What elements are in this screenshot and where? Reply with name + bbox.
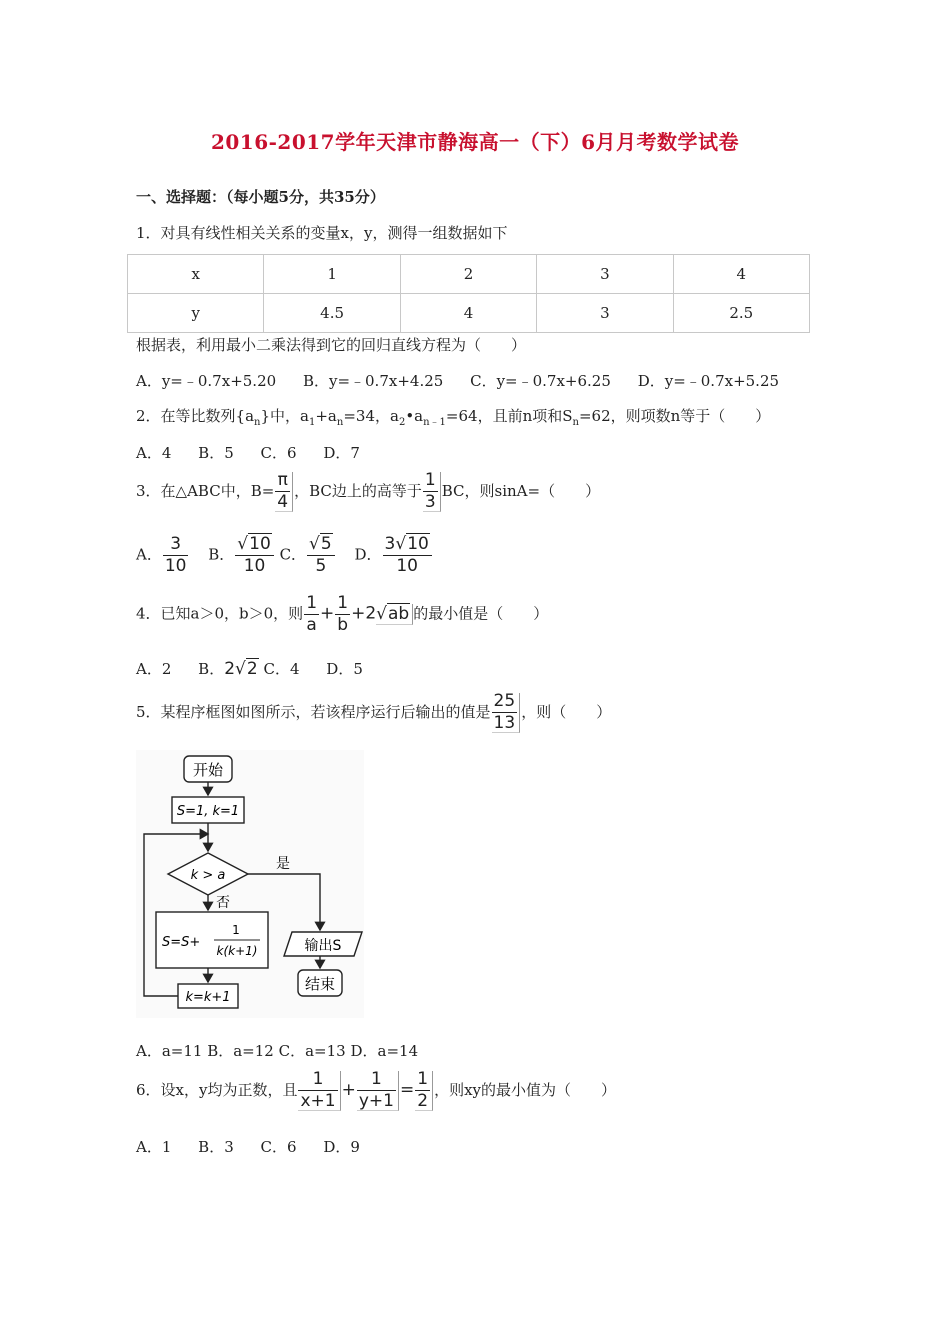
question-3-options: A． $\frac{3}{10}$ B． $\frac{√10}{10}$ C． $\frac{√5}{5}$ D． $\frac{3√10}{10}$ xyxy=(136,536,433,575)
option-a: A．4 xyxy=(136,444,172,462)
flow-yes-label: 是 xyxy=(276,856,290,872)
fraction-1-over-b: $\frac{1}{b}$ xyxy=(337,593,349,635)
sqrt-ab: √ab xyxy=(376,604,413,625)
flow-init-label: S=1, k=1 xyxy=(176,804,240,819)
fraction-one-half: $\frac{1}{2}$ xyxy=(415,1071,433,1111)
flow-increment-label: k=k+1 xyxy=(185,990,231,1005)
fraction-pi-over-4: $\frac{\pi}{4}$ xyxy=(275,472,293,512)
fraction-25-over-13: $\frac{25}{13}$ xyxy=(492,693,521,733)
table-cell: 1 xyxy=(264,255,400,294)
table-cell: 4.5 xyxy=(264,294,400,333)
option-d: D．y=﹣0.7x+5.25 xyxy=(637,372,780,390)
option-a: A．2 xyxy=(136,660,172,678)
question-4-stem: 4．已知a＞0，b＞0，则 $\frac{1}{a}$ + $\frac{1}{b}$ +2√ab 的最小值是（ ） xyxy=(136,593,549,635)
option-c: C．y=﹣0.7x+6.25 xyxy=(470,372,611,390)
flow-output-label: 输出S xyxy=(304,938,342,954)
flow-update-label: S=S+ xyxy=(162,935,201,950)
table-cell: 4 xyxy=(400,294,536,333)
fraction-1-over-a: $\frac{1}{a}$ xyxy=(306,593,318,635)
option-c: C．4 xyxy=(263,660,300,678)
option-b: B．3 xyxy=(198,1138,234,1156)
option-c: C．6 xyxy=(260,444,297,462)
fraction-one-third: $\frac{1}{3}$ xyxy=(423,472,441,512)
question-4-options xyxy=(136,658,363,679)
option-c: C．a=13 xyxy=(278,1042,346,1060)
table-cell: 2 xyxy=(400,255,536,294)
table-cell: 2.5 xyxy=(673,294,809,333)
question-1-options xyxy=(136,370,779,391)
flow-no-label: 否 xyxy=(216,895,230,911)
fraction-1-over-x-plus-1: $\frac{1}{x+1}$ xyxy=(298,1071,340,1111)
option-d: D．a=14 xyxy=(350,1042,419,1060)
flow-start-label: 开始 xyxy=(192,761,224,779)
option-c-fraction: $\frac{√5}{5}$ xyxy=(307,536,335,575)
option-b: B．2√2 xyxy=(198,659,258,679)
fraction-1-over-y-plus-1: $\frac{1}{y+1}$ xyxy=(357,1071,399,1111)
option-a: A．1 xyxy=(136,1138,172,1156)
flowchart xyxy=(136,750,364,1018)
option-a: A．a=11 xyxy=(136,1042,203,1060)
question-6-stem: 6．设x，y均为正数，且 $\frac{1}{x+1}$ + $\frac{1}{y+1}$ = $\frac{1}{2}$ ，则xy的最小值为（ ） xyxy=(136,1069,616,1111)
option-d: D．9 xyxy=(323,1138,360,1156)
table-cell: 3 xyxy=(537,294,673,333)
question-1-stem: 1．对具有线性相关关系的变量x，y，测得一组数据如下 xyxy=(136,224,508,242)
question-2-stem: 2．在等比数列$\{a_n\}$中，$a_1+a_n=34$，$a_2•a_{n﹣1}=64$，且前n项和$S_n=62$，则项数n等于（ ） xyxy=(136,407,771,428)
option-c: C．6 xyxy=(260,1138,297,1156)
question-5-options xyxy=(136,1040,418,1061)
option-d: D．7 xyxy=(323,444,360,462)
option-b: B．5 xyxy=(198,444,234,462)
question-5-stem: 5．某程序框图如图所示，若该程序运行后输出的值是 $\frac{25}{13}$ ，则（ ） xyxy=(136,691,612,733)
table-cell: y xyxy=(128,294,264,333)
table-row xyxy=(128,294,810,333)
table-row xyxy=(128,255,810,294)
question-2-options xyxy=(136,442,360,463)
option-a: A．y=﹣0.7x+5.20 xyxy=(136,372,277,390)
option-a-fraction: $\frac{3}{10}$ xyxy=(164,534,187,576)
flow-end-label: 结束 xyxy=(304,975,336,993)
option-d: D．5 xyxy=(326,660,363,678)
table-cell: x xyxy=(128,255,264,294)
section-header: 一、选择题：（每小题5分，共35分） xyxy=(136,188,385,206)
flow-update-den: k(k+1) xyxy=(216,944,258,958)
question-6-options xyxy=(136,1136,360,1157)
option-b-fraction: $\frac{√10}{10}$ xyxy=(235,536,273,575)
data-table xyxy=(127,254,810,333)
flow-update-num: 1 xyxy=(232,923,240,937)
option-b: B．a=12 xyxy=(207,1042,274,1060)
option-b: B．y=﹣0.7x+4.25 xyxy=(302,372,444,390)
question-3-stem: 3．在△ABC中，B= $\frac{\pi}{4}$ ，BC边上的高等于 $\frac{1}{3}$ BC，则sinA=（ ） xyxy=(136,470,601,512)
option-d-fraction: $\frac{3√10}{10}$ xyxy=(383,536,432,575)
question-1-ask: 根据表，利用最小二乘法得到它的回归直线方程为（ ） xyxy=(136,336,527,354)
flow-decision-label: k > a xyxy=(190,868,226,883)
page-title: 2016-2017学年天津市静海高一（下）6月月考数学试卷 xyxy=(210,130,740,154)
table-cell: 3 xyxy=(537,255,673,294)
table-cell: 4 xyxy=(673,255,809,294)
